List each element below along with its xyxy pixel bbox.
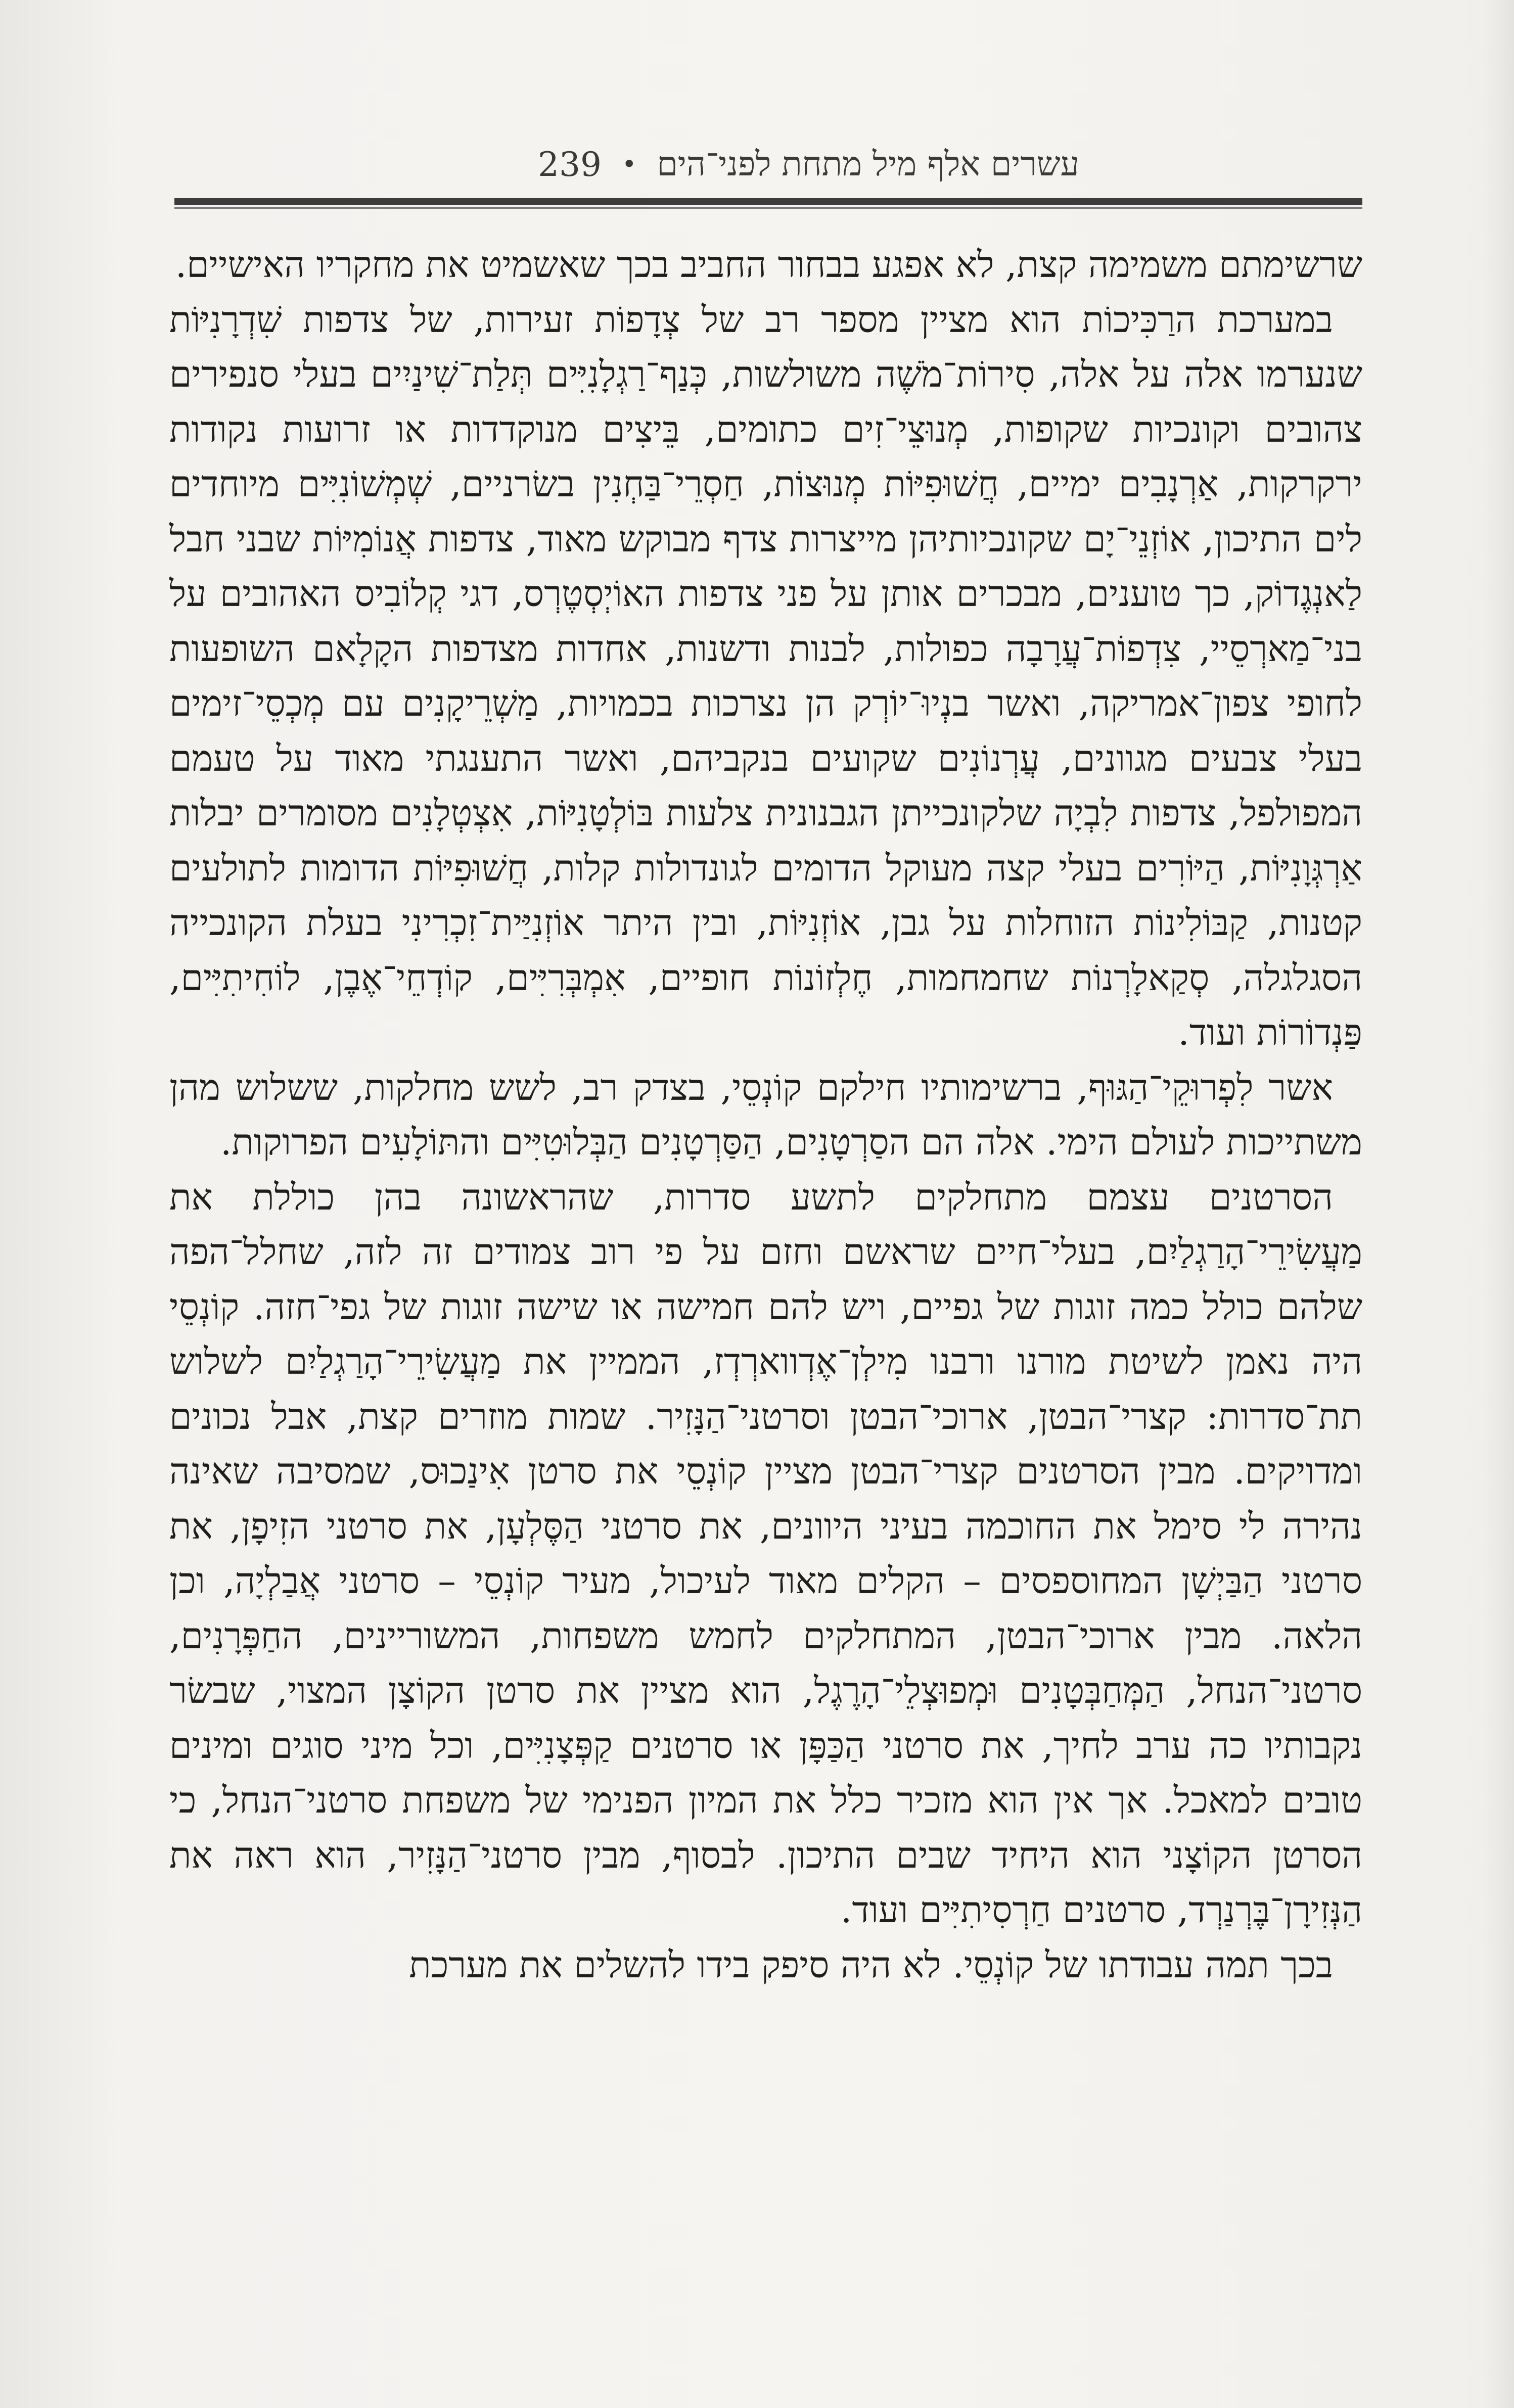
running-head [435, 136, 1079, 192]
paragraph-2: במערכת הרַכִּיכוֹת הוא מציין מספר רב של צְדָפוֹת זעירות, של צדפות שִׁדְרָנִיּוֹת שנערמו אלה על אלה, סִירוֹת־מֹשֶׁה משולשות, כְּנַף־רַגְלָנִיִּים תְּלַת־שִׁינַיִים בעלי סנפירים צהובים וקונכיות שקופות, מְנוּצֵי־זִים כתומים, בֵּיצִים מנוקדדות או זרועות נקודות ירקרקות, אַרְנָבִים ימיים, חֲשׁוּפִיּוֹת מְנוּצוֹת, חַסְרֵי־בַּחְנִין בשׂרניים, שְׁמְשׁוֹנִיִּים מיוחדים לים התיכון, אוֹזְנֵי־יָם שקונכיותיהן מייצרות צדף מבוקש מאוד, צדפות אֲנוֹמִיּוֹת שבני חבל לַאנְגֶדוֹק, כך טוענים, מבכרים אותן על פני צדפות האוֹיְסְטֶרְס, דגי קְלוֹבִיס האהובים על בני־מַארְסֵיי, צִדְפוֹת־עֲרָבָה כפולות, לבנות ודשנות, אחדות מצדפות הקָלָאם השופעות לחופי צפון־אמריקה, ואשר בנְיוּ־יוֹרְק הן נצרכות בכמויות, מַשְׁרֵיקָנִים עם מְכְסֵי־זימים בעלי צבעים מגוונים, עֲרְנוֹנִים שקועים בנקביהם, ואשר התענגתי מאוד על טעמם המפולפל, צדפות לִבְיָה שלקונכייתן הגבנונית צלעות בּוֹלְטָנִיּוֹת, אִצְטְלָנִים מסומרים יבלות אַרְגְּוָנִיּוֹת, הַיּוֹרִים בעלי קצה מעוקל הדומים לגונדולות קלות, חֲשׁוּפִיּוֹת הדומות לתולעים קטנות, קַבּוֹלִינוֹת הזוחלות על גבן, אוֹזְנִיּוֹת, ובין היתר אוֹזְנִיַּית־זִכְרִינִי בעלת הקונכייה הסגלגלה, סְקַאלָרְנוֹת שחמחמות, חֶלְזוֹנוֹת חופיים, אִמְבְּרִיִּים, קוֹדְחֵי־אֶבֶן, לוֹחִיתִיִּים, פַּנְדוֹרוֹת ועוד. [169, 298, 1362, 1053]
header-rule [174, 198, 1362, 209]
body-text [169, 238, 1362, 2335]
paragraph-4: הסרטנים עצמם מתחלקים לתשע סדרות, שהראשונה בהן כוללת את מַעֲשִׂירֵי־הָרַגְלַיִם, בעלי־חיים שראשם וחזם על פי רוב צמודים זה לזה, שחלל־הפה שלהם כולל כמה זוגות של גפיים, ויש להם חמישה או שישה זוגות של גפי־חזה. קוֹנְסֵי היה נאמן לשיטת מורנו ורבנו מִילְן־אֶדְווארְדְז, הממיין את מַעֲשִׂירֵי־הָרַגְלַיִם לשלוש תת־סדרות: קצרי־הבטן, ארוכי־הבטן וסרטני־הַנָּזִיר. שמות מוזרים קצת, אבל נכונים ומדויקים. מבין הסרטנים קצרי־הבטן מציין קוֹנְסֵי את סרטן אִינַכוּס, שמסיבה שאינה נהירה לי סימל את החוכמה בעיני היוונים, את סרטני הַסֶּלְעָן, את סרטני הזִיפָן, את סרטני הַבַּיְשָׁן המחוספסים – הקלים מאוד לעיכול, מעיר קוֹנְסֵי – סרטני אֲבַלְיָה, וכן הלאה. מבין ארוכי־הבטן, המתחלקים לחמש משפחות, המשוריינים, החַפְּרָנִים, סרטני־הנחל, הַמְּחַבְּטָנִים וּמְפוּצְלֵי־הָרֶגֶל, הוא מציין את סרטן הקוֹצָן המצוי, שבשׂר נקבותיו כה ערב לחיך, את סרטני הַכַּפָּן או סרטנים קַפְּצָנִיִּים, וכל מיני סוגים ומינים טובים למאכל. אך אין הוא מזכיר כלל את המיון הפנימי של משפחת סרטני־הנחל, כי הסרטן הקוֹצָני הוא היחיד שבים התיכון. לבסוף, מבין סרטני־הַנָּזִיר, הוא ראה את הַנְּזִירָן־בֶּרְנַרְד, סרטנים חַרְסִיתִיִּים ועוד. [169, 1176, 1362, 1931]
running-head-title: עשרים אלף מיל מתחת לפני־הים [657, 145, 1079, 183]
paragraph-3: אשר לִפְרוּקֵי־הַגּוּף, ברשימותיו חילקם קוֹנְסֵי, בצדק רב, לשש מחלקות, ששלוש מהן משתייכות לעולם הימי. אלה הם הסַרְטָנִים, הַסַּרְטָנִים הַבְּלוּטִיִּים והתּוֹלָעִים הפרוקות. [169, 1066, 1362, 1163]
paragraph-1: שרשימתם משמימה קצת, לא אפגע בבחור החביב בכך שאשמיט את מחקריו האישיים. [175, 244, 1362, 286]
page-number: 239 [538, 145, 602, 184]
paragraph-5: בכך תמה עבודתו של קוֹנְסֵי. לא היה סיפק בידו להשלים את מערכת [409, 1943, 1333, 1986]
page-spine-shadow [1484, 0, 1514, 2408]
running-head-separator: • [621, 150, 637, 179]
